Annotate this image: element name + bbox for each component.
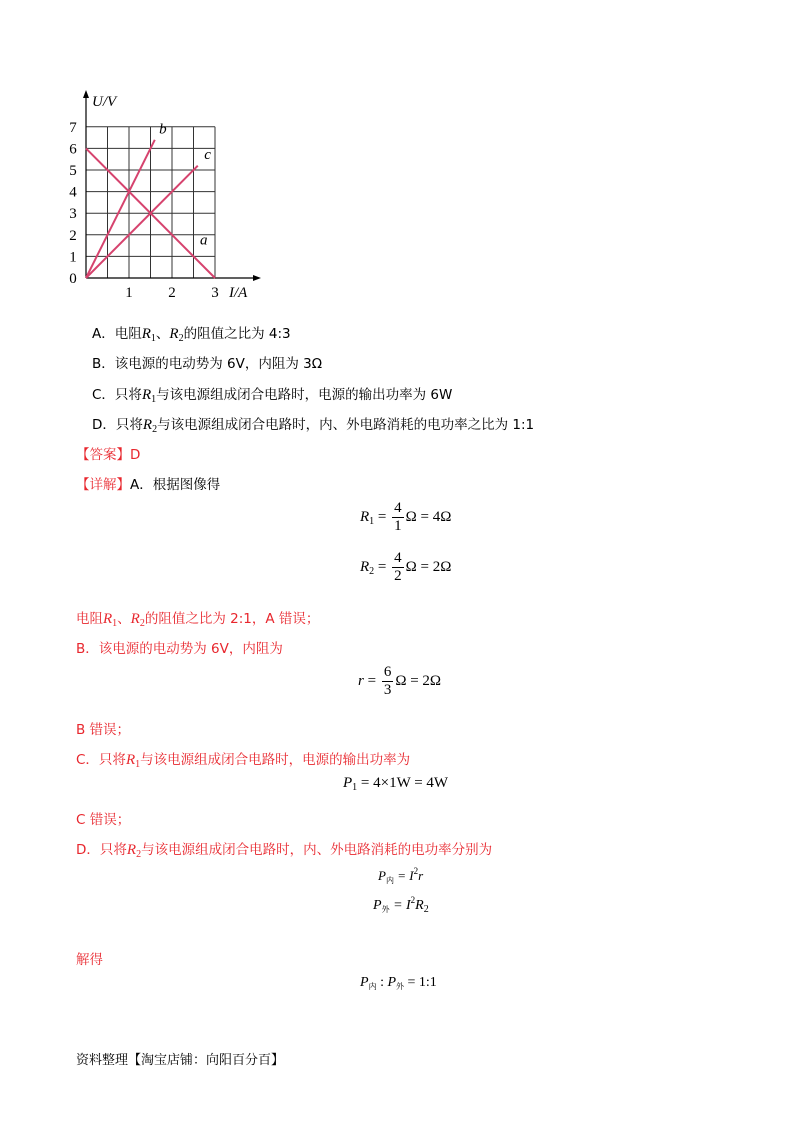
eq-tail: r [418,868,424,883]
y-tick-label: 4 [69,184,77,201]
series-line-b [86,140,155,278]
series-line-c [86,166,198,278]
detail-a-conclusion [76,607,319,629]
r1-subscript: 1 [112,618,118,629]
equation-r1: $R_1$ = $\frac{4}{1}$ Ω = 4Ω [360,500,452,534]
series-label-a: a [199,232,208,249]
y-tick-label: 6 [69,141,77,158]
eq-rhs: = 1:1 [404,975,437,990]
y-tick-label: 2 [69,227,77,244]
text: C．只将 [76,752,126,768]
text: 与该电源组成闭合电路时，电源的输出功率为 [140,752,411,768]
answer-label: 【答案】 [76,447,130,463]
detail-b-line: B．该电源的电动势为 6V，内阻为 [76,641,283,657]
eq-middle: = I [393,898,411,913]
y-axis-label: U/V [92,94,117,110]
fraction [392,500,404,535]
eq-symbol: P [360,975,369,990]
numerator: 4 [394,550,402,566]
x-tick-label: 3 [211,285,219,300]
r2-subscript: 2 [139,618,145,629]
eq-subscript: 1 [352,782,358,793]
equation-r2: $R_2$ = $\frac{4}{2}$ Ω = 2Ω [360,550,452,584]
equation-p-inner [378,866,423,886]
r2-subscript: 2 [136,849,142,860]
fraction [382,664,394,699]
r1-symbol: R [125,752,136,768]
detail-c-line [76,748,410,770]
r1-subscript: 1 [135,759,141,770]
r1-subscript: 1 [151,394,157,405]
eq-subscript: 外 [396,982,405,991]
eq-symbol: P [387,975,397,990]
option-d-prefix: D．只将 [92,417,143,433]
eq-superscript: 2 [410,895,416,905]
y-tick-label: 0 [69,271,77,287]
equation-p1 [343,775,448,793]
eq-colon: : [376,975,388,990]
denominator: 2 [394,568,402,584]
r2-subscript: 2 [152,424,158,435]
r1-subscript: 1 [150,333,156,344]
separator: 、 [155,326,170,342]
denominator: 3 [383,682,392,698]
eq-subscript: 外 [381,905,390,914]
option-a-suffix: 的阻值之比为 4:3 [183,326,291,342]
eq-symbol: P [378,868,386,883]
eq-subscript: 内 [368,982,377,991]
r1-symbol: R [103,611,113,627]
series-label-c: c [204,147,211,164]
eq-symbol: r [358,672,364,689]
option-a-prefix: A．电阻 [92,326,142,342]
r1-symbol: R [141,387,152,403]
detail-c-wrong: C 错误； [76,812,131,828]
eq-middle: = I [397,868,414,883]
y-tick-label: 7 [69,119,77,136]
text: 与该电源组成闭合电路时，内、外电路消耗的电功率分别为 [141,842,493,858]
solve-label: 解得 [76,952,103,968]
x-axis-arrow [253,275,261,281]
numerator: 4 [394,500,402,516]
eq-symbol: P [343,775,353,791]
option-d [92,413,534,435]
y-tick-label: 1 [69,249,77,266]
option-a [92,322,291,344]
y-tick-label: 3 [69,206,77,223]
numerator: 6 [383,664,392,680]
eq-symbol: P [373,898,382,913]
eq-rhs: Ω = 2Ω [405,558,452,575]
fraction [392,550,404,585]
eq-tail-subscript: 2 [423,904,429,915]
denominator: 1 [394,518,402,534]
x-tick-label: 1 [125,285,133,300]
equation-r: r = $\frac{6}{3}$ Ω = 2Ω [358,664,442,698]
eq-superscript: 2 [413,866,419,876]
answer-value: D [130,447,141,463]
eq-rhs: = 4×1W = 4W [360,775,449,791]
r2-symbol: R [142,417,153,433]
detail-line [76,473,220,493]
detail-b-wrong: B 错误； [76,722,131,738]
option-b: B．该电源的电动势为 6V，内阻为 3Ω [92,356,323,372]
r2-subscript: 2 [178,333,184,344]
r2-symbol: R [126,842,137,858]
u-i-graph [60,86,270,300]
text: 的阻值之比为 2:1，A 错误； [144,611,320,627]
eq-subscript: 内 [385,876,394,885]
r2-symbol: R [130,611,140,627]
r2-symbol: R [169,326,179,342]
option-d-suffix: 与该电源组成闭合电路时，内、外电路消耗的电功率之比为 1:1 [157,417,535,433]
eq-symbol: R [360,558,370,575]
eq-subscript: 2 [369,565,375,577]
eq-subscript: 1 [369,515,375,527]
x-tick-label: 2 [168,285,176,300]
option-c [92,383,452,405]
option-c-suffix: 与该电源组成闭合电路时，电源的输出功率为 6W [156,387,453,403]
text: D．只将 [76,842,127,858]
footer-credit: 资料整理【淘宝店铺：向阳百分百】 [76,1053,285,1068]
detail-text: A．根据图像得 [130,477,221,493]
x-axis-label: I/A [229,285,248,300]
option-c-prefix: C．只将 [92,387,142,403]
detail-label: 【详解】 [76,477,130,493]
equation-p-outer [373,895,429,915]
y-axis-arrow [83,90,89,98]
answer-line [76,443,140,463]
separator: 、 [117,611,131,627]
equation-ratio [360,975,437,992]
text: 电阻 [76,611,103,627]
eq-symbol: R [360,508,370,525]
detail-d-line [76,838,492,860]
r1-symbol: R [141,326,151,342]
series-label-b: b [159,121,167,138]
eq-tail: R [415,898,424,913]
eq-rhs: Ω = 2Ω [395,672,442,689]
y-tick-label: 5 [69,163,77,179]
eq-rhs: Ω = 4Ω [405,508,452,525]
